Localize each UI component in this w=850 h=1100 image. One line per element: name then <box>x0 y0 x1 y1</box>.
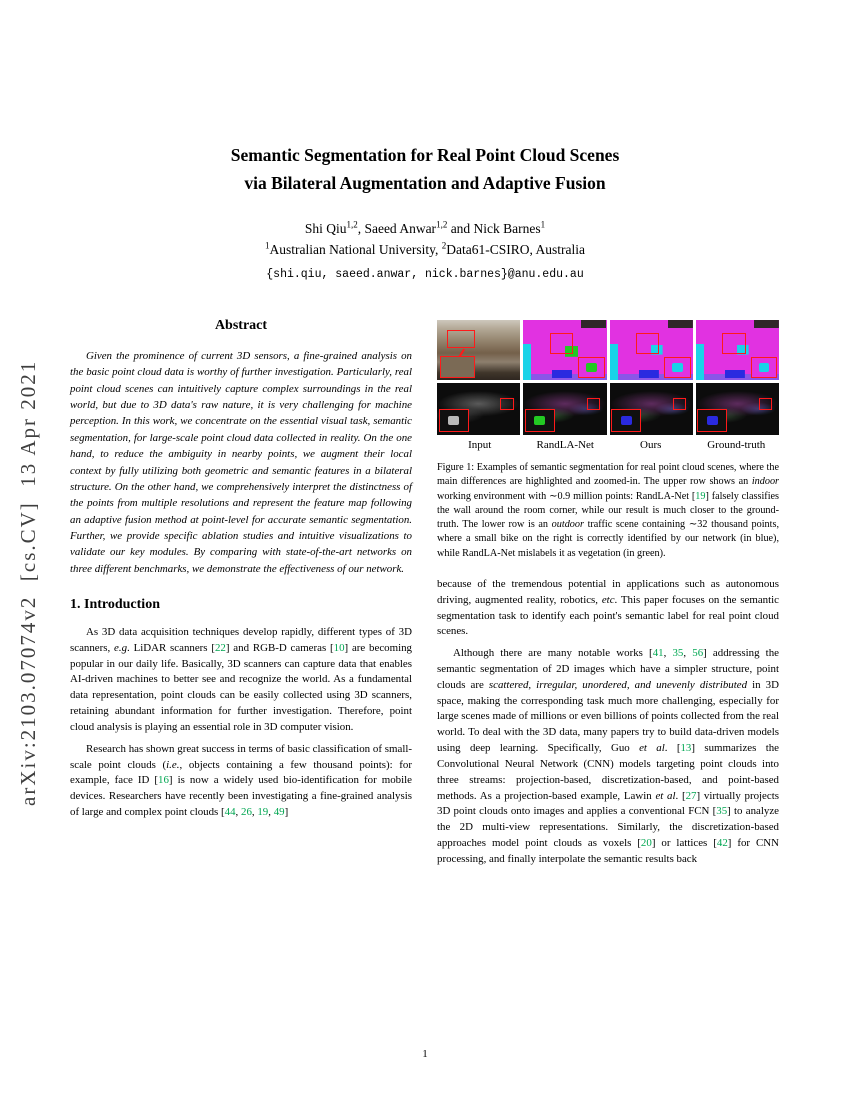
citation-link[interactable]: 13 <box>680 742 692 755</box>
citation-link[interactable]: 49 <box>273 805 285 818</box>
italic-text: scattered, irregular, unordered, and unevenly distributed <box>488 678 748 691</box>
highlight-box <box>587 398 600 410</box>
superscript: 2 <box>441 240 447 251</box>
text-run: ] addressing the semantic segmentation of 2D images which have a simpler structure, point clouds are <box>437 647 779 691</box>
section-heading-introduction: 1. Introduction <box>70 597 160 613</box>
highlight-box <box>550 333 573 353</box>
text-run: traffic scene containing ∼32 thousand points, where a small bike on the right is correctly identified by our network (in blue), while RandLA-Net mislabels it as vegetation (in green). <box>437 519 779 559</box>
text-run: Australian National University, <box>269 241 442 257</box>
figure1-image-outdoor-groundtruth <box>696 383 779 435</box>
highlight-box <box>673 398 686 410</box>
text-run: . LiDAR scanners [ <box>127 641 215 654</box>
intro-paragraph-1 <box>70 625 412 736</box>
citation-link[interactable]: 22 <box>214 641 226 654</box>
italic-text: i.e. <box>166 758 180 771</box>
zoom-inset <box>611 409 641 433</box>
abstract-text: Given the prominence of current 3D sensors, a fine-grained analysis on the basic point cloud data is worthy of further investigation. Particularly, real point cloud scenes can intuitively capture complex surroundings in the real world, but due to 3D data's raw nature, it is very challenging for machine perception. In this work, we concentrate on the essential visual task, semantic segmentation, for large-scale point cloud data collected in reality. On the one hand, to reduce the ambiguity in nearby points, we augment their local context by fully utilizing both geometric and semantic features in a bilateral structure. On the other hand, we comprehensively interpret the distinctness of the points from multiple resolutions and represent the feature map following an adaptive fusion method at point-level for accurate semantic segmentation. Further, we provide specific ablation studies and intuitive visualizations to validate our key modules. By comparing with state-of-the-art networks on three different benchmarks, we demonstrate the effectiveness of our network. <box>70 350 412 575</box>
intro-paragraph-2 <box>70 742 412 821</box>
text-run: Research has shown great success in terms of basic classification of small-scale point clouds ( <box>70 742 412 771</box>
zoom-inset <box>525 409 555 433</box>
page-number: 1 <box>422 1048 428 1060</box>
text-run: , objects containing a few thousand points): for example, face ID [ <box>70 758 412 787</box>
highlight-box <box>500 398 513 410</box>
text-run: ] summarizes the Convolutional Neural Network (CNN) models targeting point clouds into three streams: projection-based, discretization-based, and point-based methods. As a projection-based example, Lawin <box>437 742 779 802</box>
text-run: working environment with ∼0.9 million points: RandLA-Net [ <box>437 490 696 502</box>
text-run: ] virtually projects 3D point clouds onto images and applies a conventional FCN [ <box>437 789 779 818</box>
text-run: because of the tremendous potential in applications such as autonomous driving, augmented reality, robotics, <box>437 577 779 606</box>
figure1-image-indoor-input <box>437 320 520 380</box>
arxiv-stamp: arXiv:2103.07074v2 [cs.CV] 13 Apr 2021 <box>16 359 40 806</box>
citation-link[interactable]: 56 <box>692 647 704 660</box>
segmentation-blob-green <box>586 363 597 372</box>
text-run: ] or lattices [ <box>651 836 717 849</box>
italic-text: indoor <box>751 476 779 488</box>
text-run: Data61-CSIRO, Australia <box>446 241 586 257</box>
text-run: Although there are many notable works [ <box>453 647 653 660</box>
text-run: , <box>683 647 693 660</box>
text-run: . This paper focuses on the semantic segmentation task to identify each point's semantic label for real point cloud scenes. <box>437 593 779 638</box>
body-paragraph-1 <box>437 577 779 640</box>
citation-link[interactable]: 44 <box>224 805 236 818</box>
right-column <box>437 318 779 874</box>
text-run: , <box>663 647 673 660</box>
citation-link[interactable]: 16 <box>158 774 169 787</box>
superscript: 1 <box>264 240 270 251</box>
figure1-image-indoor-randlanet <box>523 320 606 380</box>
text-run: ] to analyze the 2D multi-view representations. Similarly, the discretization-based approaches model point clouds as voxels [ <box>437 805 779 849</box>
body-paragraph-2 <box>437 646 779 867</box>
superscript: 1 <box>540 219 546 230</box>
figure1-label-randlanet: RandLA-Net <box>536 439 594 451</box>
paper-title <box>0 141 850 197</box>
figure1-caption <box>437 461 779 561</box>
figure1-image-indoor-ours <box>610 320 693 380</box>
highlight-box <box>722 333 745 353</box>
text-run: in 3D space, making the corresponding task much more challenging, especially for large scenes made of millions or even billions of points collected from the real world. To deal with the 3D data, many papers try to build data-driven models using deep learning. Specifically, Guo <box>437 678 779 755</box>
citation-link[interactable]: 26 <box>241 805 252 818</box>
text-run: , <box>268 805 274 818</box>
abstract-heading: Abstract <box>214 318 268 333</box>
superscript: 1,2 <box>346 219 358 230</box>
title-line-1: Semantic Segmentation for Real Point Cloud Scenes <box>230 145 620 165</box>
text-run: ] and RGB-D cameras [ <box>225 641 334 654</box>
text-run: and Nick Barnes <box>447 221 541 236</box>
text-run: . [ <box>664 742 681 755</box>
text-run: Figure 1: Examples of semantic segmentation for real point cloud scenes, where the main differences are highlighted and zoomed-in. The upper row shows an <box>437 462 779 488</box>
zoom-inset <box>664 357 691 379</box>
text-run: ] for CNN processing, and finally interpolate the semantic results back <box>437 836 780 865</box>
text-run: ] falsely classifies the wall around the room corner, while our result is much closer to the ground-truth. The lower row is an <box>437 490 780 531</box>
superscript: 1,2 <box>436 219 448 230</box>
citation-link[interactable]: 27 <box>685 789 697 802</box>
text-run: , <box>251 805 258 818</box>
figure1-image-outdoor-randlanet <box>523 383 606 435</box>
left-column <box>70 318 412 827</box>
highlight-box <box>759 398 772 410</box>
segmentation-blob-cyan <box>672 363 683 372</box>
citation-link[interactable]: 41 <box>652 647 664 660</box>
text-run: As 3D data acquisition techniques develop rapidly, different types of 3D scanners, <box>70 626 412 654</box>
highlight-box <box>447 330 475 348</box>
segmentation-blob-blue <box>707 416 718 426</box>
figure1-label-groundtruth: Ground-truth <box>707 439 766 451</box>
zoom-inset <box>440 356 475 378</box>
segmentation-blob-green <box>534 416 545 426</box>
citation-link[interactable]: 20 <box>640 836 652 849</box>
segmentation-blob-blue <box>621 416 632 426</box>
zoom-inset <box>578 357 605 379</box>
citation-link[interactable]: 35 <box>716 805 728 818</box>
citation-link[interactable]: 35 <box>672 647 684 660</box>
citation-link[interactable]: 10 <box>333 641 345 654</box>
authors-block <box>0 218 850 281</box>
citation-link[interactable]: 19 <box>257 805 269 818</box>
figure1-label-input: Input <box>468 439 492 451</box>
figure1-image-outdoor-ours <box>610 383 693 435</box>
figure1 <box>437 320 779 451</box>
italic-text: outdoor <box>551 519 584 531</box>
zoom-inset <box>697 409 727 433</box>
email-line: {shi.qiu, saeed.anwar, nick.barnes}@anu.edu.au <box>266 267 584 281</box>
italic-text: e.g <box>114 641 128 654</box>
segmentation-blob-cyan <box>759 363 770 372</box>
affiliation-line <box>0 240 850 260</box>
authors-line <box>0 218 850 240</box>
citation-link[interactable]: 19 <box>695 490 706 502</box>
figure1-image-indoor-groundtruth <box>696 320 779 380</box>
text-run: Shi Qiu <box>304 221 347 236</box>
figure1-column-labels <box>437 439 779 451</box>
zoom-inset <box>751 357 778 379</box>
text-run: ] are becoming popular in our daily life. Basically, 3D scanners can capture data that enables AI-driven machines to better see and recognize the world. As a fundamental data representation, point clouds can be easily collected using 3D scanners, retaining abundant information for further investigation. Therefore, point cloud analysis is playing an essential role in 3D computer vision. <box>70 641 412 733</box>
italic-text: etc <box>601 593 615 606</box>
zoom-inset <box>439 409 469 433</box>
citation-link[interactable]: 42 <box>716 836 728 849</box>
text-run: , Saeed Anwar <box>357 221 437 236</box>
figure1-image-outdoor-input <box>437 383 520 435</box>
point-cloud-blob-gray <box>448 416 459 426</box>
italic-text: et al <box>655 789 676 802</box>
highlight-box <box>636 333 659 353</box>
figure1-image-grid <box>437 320 779 435</box>
text-run: . [ <box>675 789 686 802</box>
text-run: ] is now a widely used bio-identification for mobile devices. Researchers have recently been investigating a fine-grained analysis of large and complex point clouds [ <box>70 774 412 818</box>
figure1-label-ours: Ours <box>640 439 662 451</box>
text-run: , <box>235 805 241 818</box>
title-line-2: via Bilateral Augmentation and Adaptive Fusion <box>244 173 606 193</box>
italic-text: et al <box>639 742 665 755</box>
text-run: ] <box>284 805 289 818</box>
